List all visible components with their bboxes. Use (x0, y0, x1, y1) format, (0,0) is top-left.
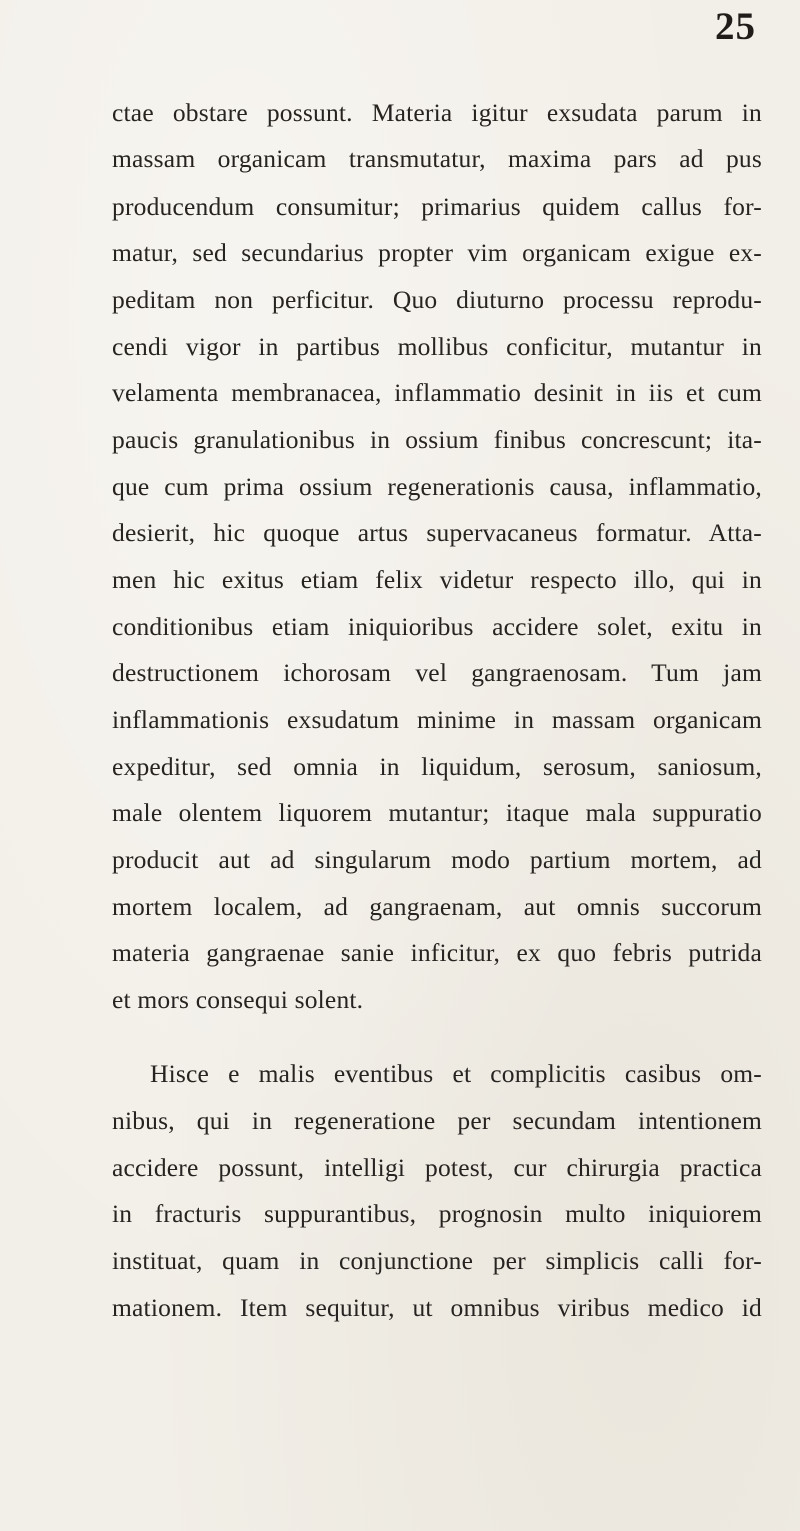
text-line: expeditur, sed omnia in liquidum, serosum, saniosum, (112, 752, 762, 781)
text-line: Hisce e malis eventibus et complicitis casibus om- (150, 1059, 762, 1088)
text-line: ctae obstare possunt. Materia igitur exsudata parum in (112, 98, 762, 127)
text-line: accidere possunt, intelligi potest, cur chirurgia practica (112, 1153, 762, 1182)
page-number: 25 (715, 5, 756, 48)
text-line: destructionem ichorosam vel gangraenosam. Tum jam (112, 658, 762, 687)
text-line: producit aut ad singularum modo partium mortem, ad (112, 845, 762, 874)
text-line: men hic exitus etiam felix videtur respecto illo, qui in (112, 565, 762, 594)
text-line: desierit, hic quoque artus supervacaneus formatur. Atta- (112, 518, 762, 547)
text-line: conditionibus etiam iniquioribus accidere solet, exitu in (112, 612, 762, 641)
text-line: instituat, quam in conjunctione per simplicis calli for- (112, 1246, 762, 1275)
text-line: producendum consumitur; primarius quidem callus for- (112, 192, 762, 221)
text-line: velamenta membranacea, inflammatio desinit in iis et cum (112, 378, 762, 407)
text-line: cendi vigor in partibus mollibus conficitur, mutantur in (112, 332, 762, 361)
text-line: inflammationis exsudatum minime in massam organicam (112, 705, 762, 734)
text-line: mortem localem, ad gangraenam, aut omnis succorum (112, 892, 762, 921)
text-line: mationem. Item sequitur, ut omnibus viribus medico id (112, 1293, 762, 1322)
text-line: nibus, qui in regeneratione per secundam intentionem (112, 1106, 762, 1135)
text-line: et mors consequi solent. (112, 985, 364, 1014)
text-line: male olentem liquorem mutantur; itaque mala suppuratio (112, 798, 762, 827)
text-line: massam organicam transmutatur, maxima pars ad pus (112, 144, 762, 173)
text-line: peditam non perficitur. Quo diuturno processu reprodu- (112, 285, 762, 314)
text-line: matur, sed secundarius propter vim organicam exigue ex- (112, 238, 762, 267)
text-line: in fracturis suppurantibus, prognosin multo iniquiorem (112, 1199, 762, 1228)
text-line: paucis granulationibus in ossium finibus concrescunt; ita- (112, 425, 762, 454)
text-line: materia gangraenae sanie inficitur, ex quo febris putrida (112, 938, 762, 967)
text-line: que cum prima ossium regenerationis causa, inflammatio, (112, 472, 762, 501)
